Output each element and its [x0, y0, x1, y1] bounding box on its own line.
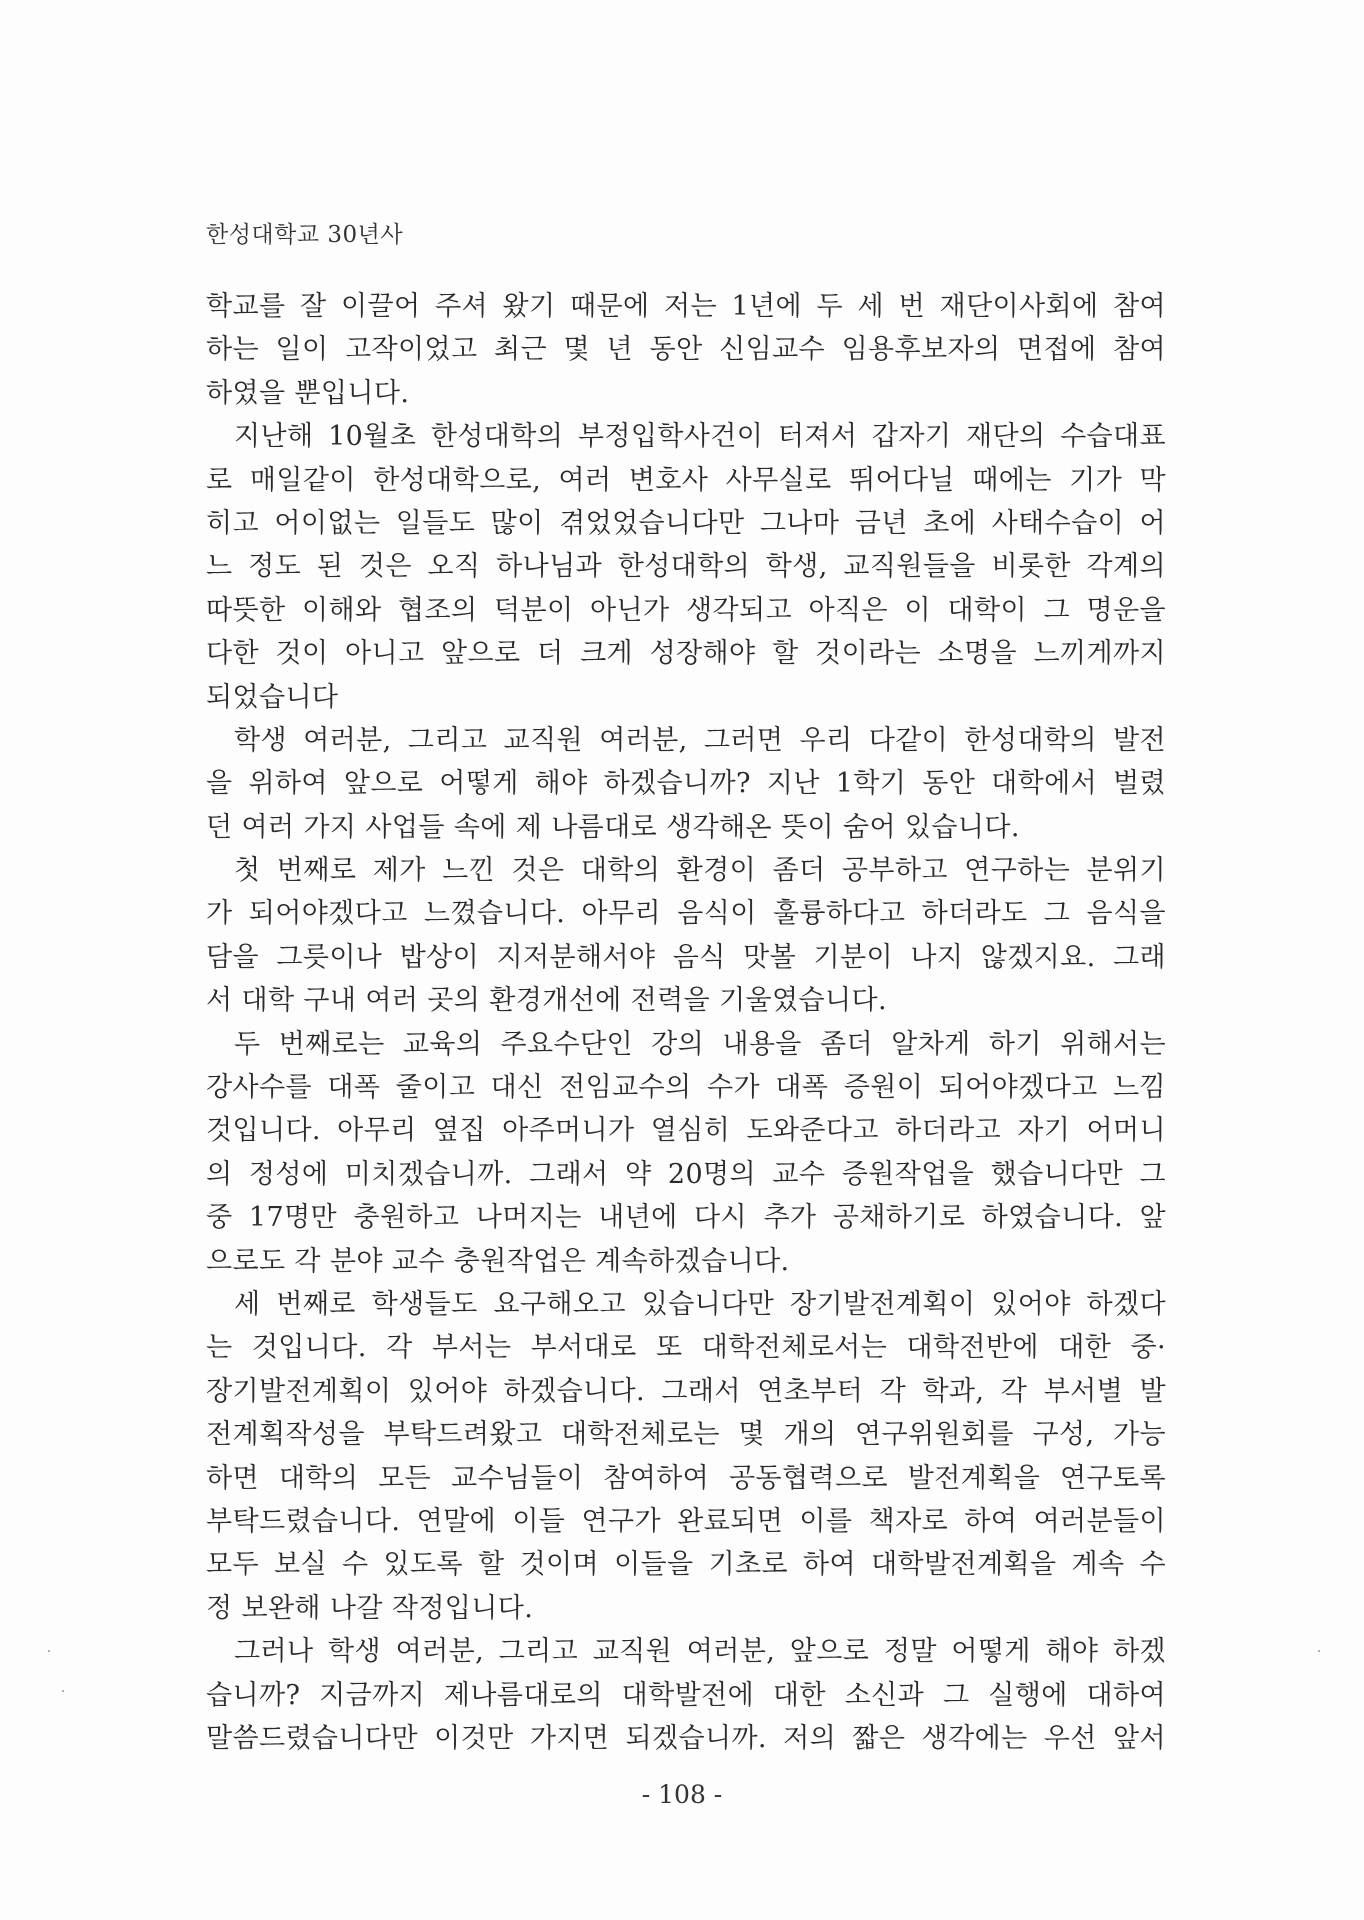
text-line: 세 번째로 학생들도 요구해오고 있습니다만 장기발전계획이 있어야 하겠다: [234, 1288, 1166, 1320]
text-line: 는 것입니다. 각 부서는 부서대로 또 대학전체로서는 대학전반에 대한 중·: [206, 1332, 1166, 1364]
text-line: 던 여러 가지 사업들 속에 제 나름대로 생각해온 뜻이 숨어 있습니다.: [206, 811, 1020, 843]
text-line: 하였을 뿐입니다.: [206, 377, 410, 409]
text-line: 장기발전계획이 있어야 하겠습니다. 그래서 연초부터 각 학과, 각 부서별 발: [206, 1375, 1166, 1407]
scan-speck: [48, 1650, 50, 1652]
text-line: 로 매일같이 한성대학으로, 여러 변호사 사무실로 뛰어다닐 때에는 기가 막: [206, 464, 1166, 496]
text-line: 두 번째로는 교육의 주요수단인 강의 내용을 좀더 알차게 하기 위해서는: [234, 1028, 1166, 1060]
scan-speck: [62, 1690, 64, 1692]
running-header: 한성대학교 30년사: [206, 222, 404, 248]
text-line: 것입니다. 아무리 옆집 아주머니가 열심히 도와준다고 하더라고 자기 어머니: [206, 1115, 1166, 1147]
text-line: 의 정성에 미치겠습니까. 그래서 약 20명의 교수 증원작업을 했습니다만 그: [206, 1158, 1166, 1190]
body-text: [206, 285, 1166, 1760]
text-line: 느 정도 된 것은 오직 하나님과 한성대학의 학생, 교직원들을 비롯한 각계의: [206, 551, 1166, 583]
text-line: 말씀드렸습니다만 이것만 가지면 되겠습니까. 저의 짧은 생각에는 우선 앞서: [206, 1722, 1166, 1754]
text-line: 을 위하여 앞으로 어떻게 해야 하겠습니까? 지난 1학기 동안 대학에서 벌렸: [206, 768, 1166, 800]
text-line: 하면 대학의 모든 교수님들이 참여하여 공동협력으로 발전계획을 연구토록: [206, 1462, 1166, 1494]
text-line: 학교를 잘 이끌어 주셔 왔기 때문에 저는 1년에 두 세 번 재단이사회에 참여: [206, 291, 1166, 322]
text-line: 첫 번째로 제가 느낀 것은 대학의 환경이 좀더 공부하고 연구하는 분위기: [234, 855, 1166, 887]
text-line: 정 보완해 나갈 작정입니다.: [206, 1592, 534, 1624]
text-line: 중 17명만 충원하고 나머지는 내년에 다시 추가 공채하기로 하였습니다. 앞: [206, 1202, 1166, 1234]
text-line: 강사수를 대폭 줄이고 대신 전임교수의 수가 대폭 증원이 되어야겠다고 느낌: [206, 1072, 1166, 1104]
text-line: 학생 여러분, 그리고 교직원 여러분, 그러면 우리 다같이 한성대학의 발전: [234, 724, 1166, 756]
text-line: 담을 그릇이나 밥상이 지저분해서야 음식 맛볼 기분이 나지 않겠지요. 그래: [206, 941, 1166, 973]
text-line: 히고 어이없는 일들도 많이 겪었었습니다만 그나마 금년 초에 사태수습이 어: [206, 507, 1166, 539]
text-line: 지난해 10월초 한성대학의 부정입학사건이 터져서 갑자기 재단의 수습대표: [234, 421, 1166, 453]
scan-speck: [1318, 1650, 1320, 1652]
text-line: 그러나 학생 여러분, 그리고 교직원 여러분, 앞으로 정말 어떻게 해야 하겠: [234, 1636, 1166, 1668]
text-line: 전계획작성을 부탁드려왔고 대학전체로는 몇 개의 연구위원회를 구성, 가능: [206, 1419, 1166, 1451]
text-line: 습니까? 지금까지 제나름대로의 대학발전에 대한 소신과 그 실행에 대하여: [206, 1679, 1166, 1711]
page-number: - 108 -: [641, 1780, 723, 1809]
text-line: 서 대학 구내 여러 곳의 환경개선에 전력을 기울였습니다.: [206, 985, 887, 1017]
text-line: 따뜻한 이해와 협조의 덕분이 아닌가 생각되고 아직은 이 대학이 그 명운을: [206, 594, 1166, 626]
text-line: 부탁드렸습니다. 연말에 이들 연구가 완료되면 이를 책자로 하여 여러분들이: [206, 1505, 1166, 1537]
text-line: 으로도 각 분야 교수 충원작업은 계속하겠습니다.: [206, 1245, 790, 1277]
text-line: 가 되어야겠다고 느꼈습니다. 아무리 음식이 훌륭하다고 하더라도 그 음식을: [206, 898, 1166, 930]
text-line: 하는 일이 고작이었고 최근 몇 년 동안 신임교수 임용후보자의 면접에 참여: [206, 334, 1166, 366]
text-line: 되었습니다: [206, 681, 339, 713]
text-line: 모두 보실 수 있도록 할 것이며 이들을 기초로 하여 대학발전계획을 계속 수: [206, 1549, 1166, 1581]
text-line: 다한 것이 아니고 앞으로 더 크게 성장해야 할 것이라는 소명을 느끼게까지: [206, 638, 1166, 670]
